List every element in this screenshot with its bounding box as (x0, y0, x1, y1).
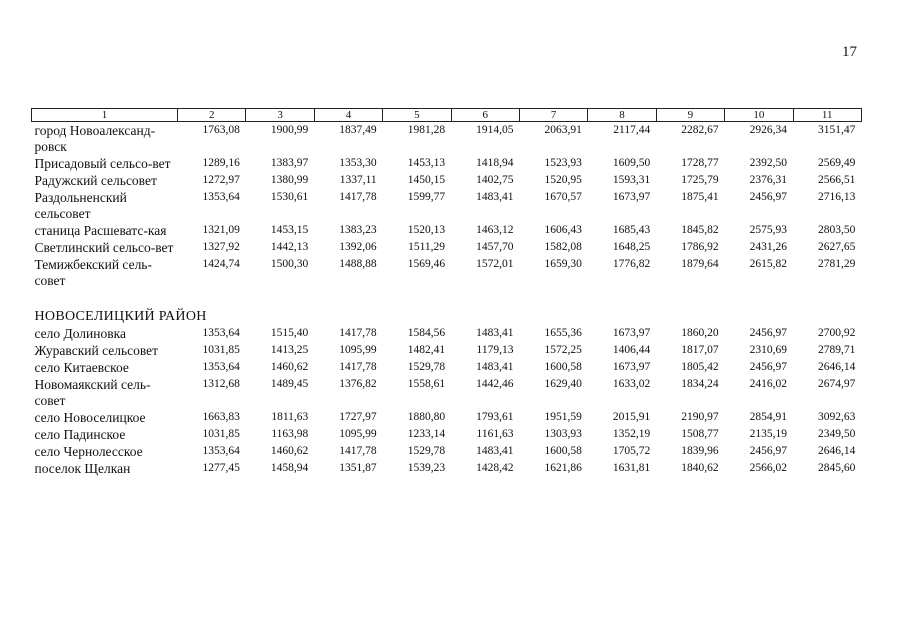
value-cell-col-7: 1600,58 (544, 445, 582, 457)
value-cell-col-11: 2646,14 (818, 361, 856, 373)
value-cell-col-3: 1811,63 (271, 411, 309, 423)
value-cell-col-5: 1981,28 (407, 124, 446, 136)
value-cell-col-11: 2674,97 (818, 378, 856, 390)
value-cell-col-2: 1353,64 (202, 327, 240, 339)
value-cell-col-4: 1383,23 (339, 224, 377, 236)
tariff-table (31, 108, 862, 477)
value-cell-col-7: 1303,93 (544, 428, 582, 440)
value-cell-col-5: 1482,41 (407, 344, 446, 356)
value-cell-col-3: 1413,25 (270, 344, 309, 356)
value-cell-col-6: 1161,63 (476, 428, 514, 440)
value-cell-col-10: 2456,97 (749, 361, 788, 373)
value-cell-col-11: 2569,49 (818, 157, 856, 169)
row-name: село Китаевское (34, 360, 129, 375)
spacer-cell (32, 289, 862, 309)
value-cell-col-11: 3092,63 (818, 411, 856, 423)
value-cell-col-11: 2566,51 (818, 174, 856, 186)
value-cell-col-3: 1383,97 (270, 157, 309, 169)
value-cell-col-3: 1500,30 (270, 258, 309, 270)
value-cell-col-8: 1609,50 (612, 157, 651, 169)
value-cell-col-9: 1879,64 (681, 258, 719, 270)
value-cell-col-6: 1483,41 (476, 327, 514, 339)
value-cell-col-2: 1353,64 (202, 191, 240, 203)
value-cell-col-8: 1631,81 (612, 462, 651, 474)
value-cell-col-7: 1606,43 (544, 224, 582, 236)
value-cell-col-5: 1520,13 (407, 224, 446, 236)
value-cell-col-7: 1600,58 (544, 361, 582, 373)
value-cell-col-11: 2627,65 (818, 241, 856, 253)
row-name: село Новоселицкое (34, 410, 146, 425)
table-row (32, 460, 862, 477)
value-cell-col-3: 1163,98 (271, 428, 309, 440)
row-name: Присадовый сельсо-вет (34, 156, 171, 171)
header-row (32, 109, 862, 122)
value-cell-col-2: 1031,85 (202, 344, 240, 356)
page-number: 17 (842, 44, 857, 60)
value-cell-col-10: 2575,93 (749, 224, 788, 236)
value-cell-col-4: 1095,99 (339, 428, 377, 440)
value-cell-col-8: 1673,97 (612, 327, 651, 339)
section-title: НОВОСЕЛИЦКИЙ РАЙОН (34, 309, 207, 324)
value-cell-col-10: 2566,02 (749, 462, 788, 474)
value-cell-col-9: 1875,41 (681, 191, 719, 203)
value-cell-col-11: 2781,29 (818, 258, 856, 270)
value-cell-col-2: 1663,83 (202, 411, 240, 423)
value-cell-col-4: 1488,88 (339, 258, 377, 270)
value-cell-col-9: 2282,67 (681, 124, 719, 136)
value-cell-col-7: 1520,95 (544, 174, 582, 186)
table-row (32, 443, 862, 460)
value-cell-col-2: 1763,08 (202, 124, 240, 136)
value-cell-col-2: 1424,74 (202, 258, 240, 270)
value-cell-col-6: 1793,61 (476, 411, 514, 423)
value-cell-col-10: 2456,97 (749, 191, 788, 203)
value-cell-col-5: 1233,14 (407, 428, 446, 440)
column-header-10: 10 (725, 109, 793, 122)
table-row (32, 376, 862, 409)
row-name: станица Расшеватс-кая (34, 223, 167, 238)
row-name: Радужский сельсовет (34, 173, 157, 188)
value-cell-col-10: 2392,50 (749, 157, 788, 169)
section-header-row (32, 309, 862, 325)
value-cell-col-2: 1289,16 (202, 157, 240, 169)
value-cell-col-8: 1406,44 (612, 344, 651, 356)
value-cell-col-7: 1621,86 (544, 462, 582, 474)
value-cell-col-3: 1460,62 (270, 445, 309, 457)
value-cell-col-8: 1648,25 (612, 241, 651, 253)
table-row (32, 172, 862, 189)
column-header-6: 6 (451, 109, 519, 122)
table-row (32, 409, 862, 426)
value-cell-col-6: 1572,01 (476, 258, 514, 270)
value-cell-col-8: 1673,97 (612, 191, 651, 203)
value-cell-col-9: 1786,92 (681, 241, 719, 253)
value-cell-col-10: 2135,19 (749, 428, 788, 440)
table-row (32, 239, 862, 256)
value-cell-col-3: 1460,62 (270, 361, 309, 373)
table-row (32, 325, 862, 342)
table-row (32, 189, 862, 222)
value-cell-col-9: 1508,77 (681, 428, 719, 440)
value-cell-col-9: 1805,42 (681, 361, 719, 373)
value-cell-col-7: 1523,93 (544, 157, 582, 169)
value-cell-col-8: 2015,91 (612, 411, 651, 423)
row-name: Журавский сельсовет (34, 343, 159, 358)
value-cell-col-11: 2700,92 (818, 327, 856, 339)
value-cell-col-3: 1380,99 (270, 174, 309, 186)
value-cell-col-7: 1951,59 (544, 411, 582, 423)
value-cell-col-9: 1840,62 (681, 462, 719, 474)
value-cell-col-5: 1529,78 (407, 361, 446, 373)
value-cell-col-4: 1417,78 (339, 361, 377, 373)
value-cell-col-9: 1725,79 (681, 174, 719, 186)
column-header-7: 7 (519, 109, 587, 122)
row-name: село Чернолесское (34, 444, 143, 459)
value-cell-col-10: 2854,91 (749, 411, 788, 423)
value-cell-col-9: 1834,24 (681, 378, 719, 390)
value-cell-col-9: 1839,96 (681, 445, 719, 457)
column-header-3: 3 (246, 109, 314, 122)
value-cell-col-2: 1277,45 (202, 462, 240, 474)
value-cell-col-7: 1582,08 (544, 241, 582, 253)
value-cell-col-6: 1428,42 (476, 462, 514, 474)
column-header-1: 1 (32, 109, 178, 122)
value-cell-col-5: 1569,46 (407, 258, 446, 270)
value-cell-col-11: 2716,13 (818, 191, 856, 203)
column-header-4: 4 (314, 109, 382, 122)
row-name: Раздольненский сельсовет (34, 190, 127, 221)
value-cell-col-7: 1670,57 (544, 191, 582, 203)
value-cell-col-7: 1629,40 (544, 378, 582, 390)
value-cell-col-2: 1031,85 (202, 428, 240, 440)
value-cell-col-11: 2803,50 (818, 224, 856, 236)
value-cell-col-7: 1659,30 (544, 258, 582, 270)
column-header-11: 11 (793, 109, 861, 122)
value-cell-col-3: 1900,99 (270, 124, 309, 136)
value-cell-col-2: 1321,09 (202, 224, 240, 236)
value-cell-col-10: 2456,97 (749, 327, 788, 339)
value-cell-col-5: 1529,78 (407, 445, 446, 457)
value-cell-col-7: 2063,91 (544, 124, 582, 136)
column-header-2: 2 (178, 109, 246, 122)
value-cell-col-6: 1914,05 (476, 124, 514, 136)
value-cell-col-5: 1453,13 (407, 157, 446, 169)
value-cell-col-3: 1515,40 (270, 327, 309, 339)
value-cell-col-8: 1705,72 (612, 445, 651, 457)
value-cell-col-8: 1593,31 (612, 174, 651, 186)
value-cell-col-9: 1728,77 (681, 157, 719, 169)
table-row (32, 359, 862, 376)
value-cell-col-2: 1327,92 (202, 241, 240, 253)
value-cell-col-6: 1418,94 (476, 157, 514, 169)
value-cell-col-10: 2310,69 (749, 344, 788, 356)
table-row (32, 222, 862, 239)
table-row (32, 122, 862, 156)
section-spacer (32, 289, 862, 309)
value-cell-col-11: 3151,47 (818, 124, 856, 136)
value-cell-col-6: 1463,12 (476, 224, 514, 236)
value-cell-col-4: 1837,49 (339, 124, 377, 136)
value-cell-col-11: 2789,71 (818, 344, 856, 356)
value-cell-col-11: 2646,14 (818, 445, 856, 457)
value-cell-col-4: 1392,06 (339, 241, 377, 253)
value-cell-col-9: 1860,20 (681, 327, 719, 339)
value-cell-col-8: 1352,19 (612, 428, 651, 440)
value-cell-col-5: 1558,61 (407, 378, 446, 390)
value-cell-col-3: 1530,61 (270, 191, 309, 203)
value-cell-col-6: 1483,41 (476, 445, 514, 457)
value-cell-col-6: 1179,13 (476, 344, 514, 356)
table-row (32, 342, 862, 359)
value-cell-col-10: 2431,26 (749, 241, 788, 253)
value-cell-col-5: 1511,29 (408, 241, 446, 253)
value-cell-col-10: 2615,82 (749, 258, 788, 270)
row-name: село Долиновка (34, 326, 126, 341)
row-name: город Новоалександ-ровск (34, 123, 156, 154)
value-cell-col-7: 1655,36 (544, 327, 582, 339)
value-cell-col-8: 1673,97 (612, 361, 651, 373)
value-cell-col-8: 1685,43 (612, 224, 651, 236)
value-cell-col-4: 1337,11 (339, 174, 377, 186)
table-row (32, 426, 862, 443)
value-cell-col-4: 1417,78 (339, 327, 377, 339)
value-cell-col-8: 1633,02 (612, 378, 651, 390)
value-cell-col-5: 1599,77 (407, 191, 446, 203)
value-cell-col-5: 1539,23 (407, 462, 446, 474)
value-cell-col-4: 1417,78 (339, 191, 377, 203)
column-header-8: 8 (588, 109, 656, 122)
value-cell-col-6: 1442,46 (476, 378, 514, 390)
value-cell-col-9: 1845,82 (681, 224, 719, 236)
value-cell-col-10: 2926,34 (749, 124, 788, 136)
value-cell-col-2: 1353,64 (202, 445, 240, 457)
row-name: Темижбекский сель-совет (34, 257, 152, 288)
value-cell-col-2: 1353,64 (202, 361, 240, 373)
value-cell-col-4: 1727,97 (339, 411, 377, 423)
value-cell-col-3: 1453,15 (270, 224, 309, 236)
value-cell-col-5: 1880,80 (407, 411, 446, 423)
value-cell-col-4: 1417,78 (339, 445, 377, 457)
value-cell-col-3: 1489,45 (270, 378, 309, 390)
value-cell-col-2: 1312,68 (202, 378, 240, 390)
value-cell-col-11: 2349,50 (818, 428, 856, 440)
value-cell-col-10: 2416,02 (749, 378, 788, 390)
value-cell-col-8: 2117,44 (613, 124, 651, 136)
row-name: Светлинский сельсо-вет (34, 240, 174, 255)
value-cell-col-7: 1572,25 (544, 344, 582, 356)
value-cell-col-10: 2456,97 (749, 445, 788, 457)
column-header-5: 5 (383, 109, 451, 122)
table-row (32, 256, 862, 289)
column-header-9: 9 (656, 109, 724, 122)
table-row (32, 155, 862, 172)
value-cell-col-6: 1483,41 (476, 191, 514, 203)
value-cell-col-6: 1457,70 (476, 241, 514, 253)
value-cell-col-10: 2376,31 (749, 174, 788, 186)
value-cell-col-3: 1458,94 (270, 462, 309, 474)
value-cell-col-2: 1272,97 (202, 174, 240, 186)
value-cell-col-11: 2845,60 (818, 462, 856, 474)
row-name: село Падинское (34, 427, 126, 442)
value-cell-col-5: 1450,15 (407, 174, 446, 186)
value-cell-col-6: 1402,75 (476, 174, 514, 186)
value-cell-col-9: 2190,97 (681, 411, 719, 423)
value-cell-col-6: 1483,41 (476, 361, 514, 373)
value-cell-col-8: 1776,82 (612, 258, 651, 270)
value-cell-col-4: 1353,30 (339, 157, 377, 169)
value-cell-col-5: 1584,56 (407, 327, 446, 339)
value-cell-col-9: 1817,07 (681, 344, 719, 356)
value-cell-col-4: 1376,82 (339, 378, 377, 390)
row-name: Новомаякский сель-совет (34, 377, 151, 408)
value-cell-col-3: 1442,13 (270, 241, 309, 253)
value-cell-col-4: 1351,87 (339, 462, 377, 474)
row-name: поселок Щелкан (34, 461, 131, 476)
value-cell-col-4: 1095,99 (339, 344, 377, 356)
